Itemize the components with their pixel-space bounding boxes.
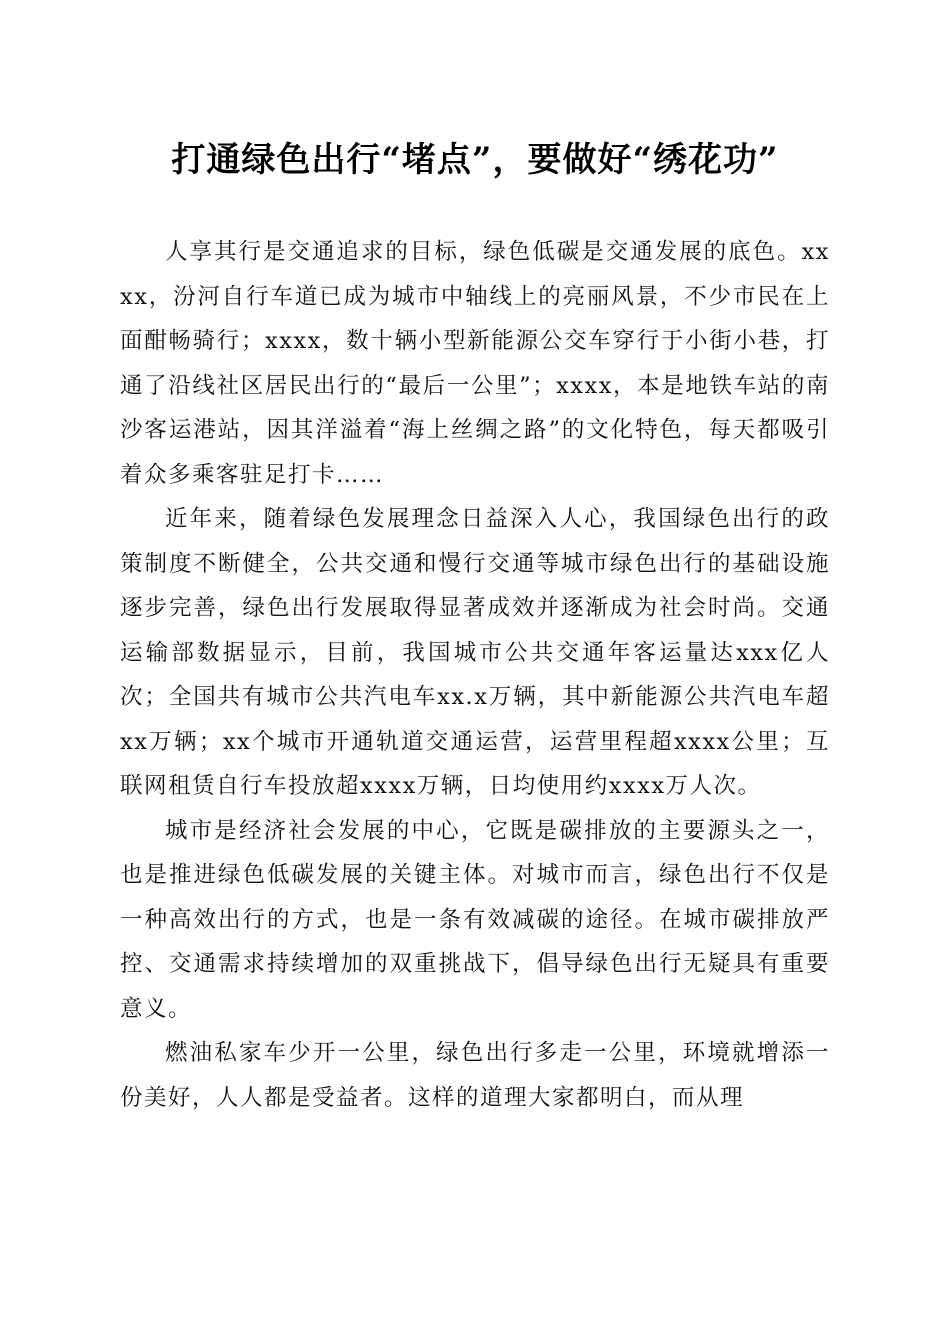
document-body	[120, 230, 830, 1120]
paragraph: 燃油私家车少开一公里，绿色出行多走一公里，环境就增添一份美好，人人都是受益者。这样的道理大家都明白，而从理	[120, 1040, 830, 1111]
paragraph: 人享其行是交通追求的目标，绿色低碳是交通发展的底色。xxxx，汾河自行车道已成为城市中轴线上的亮丽风景，不少市民在上面酣畅骑行；xxxx，数十辆小型新能源公交车穿行于小街小巷，打通了沿线社区居民出行的“最后一公里”；xxxx，本是地铁车站的南沙客运港站，因其洋溢着“海上丝绸之路”的文化特色，每天都吸引着众多乘客驻足打卡……	[120, 239, 830, 488]
paragraph: 近年来，随着绿色发展理念日益深入人心，我国绿色出行的政策制度不断健全，公共交通和慢行交通等城市绿色出行的基础设施逐步完善，绿色出行发展取得显著成效并逐渐成为社会时尚。交通运输部数据显示，目前，我国城市公共交通年客运量达xxx亿人次；全国共有城市公共汽电车xx.x万辆，其中新能源公共汽电车超xx万辆；xx个城市开通轨道交通运营，运营里程超xxxx公里；互联网租赁自行车投放超xxxx万辆，日均使用约xxxx万人次。	[120, 506, 830, 799]
paragraph: 城市是经济社会发展的中心，它既是碳排放的主要源头之一，也是推进绿色低碳发展的关键主体。对城市而言，绿色出行不仅是一种高效出行的方式，也是一条有效减碳的途径。在城市碳排放严控、交通需求持续增加的双重挑战下，倡导绿色出行无疑具有重要意义。	[120, 817, 830, 1022]
document-title: 打通绿色出行“堵点”，要做好“绣花功”	[171, 140, 779, 180]
